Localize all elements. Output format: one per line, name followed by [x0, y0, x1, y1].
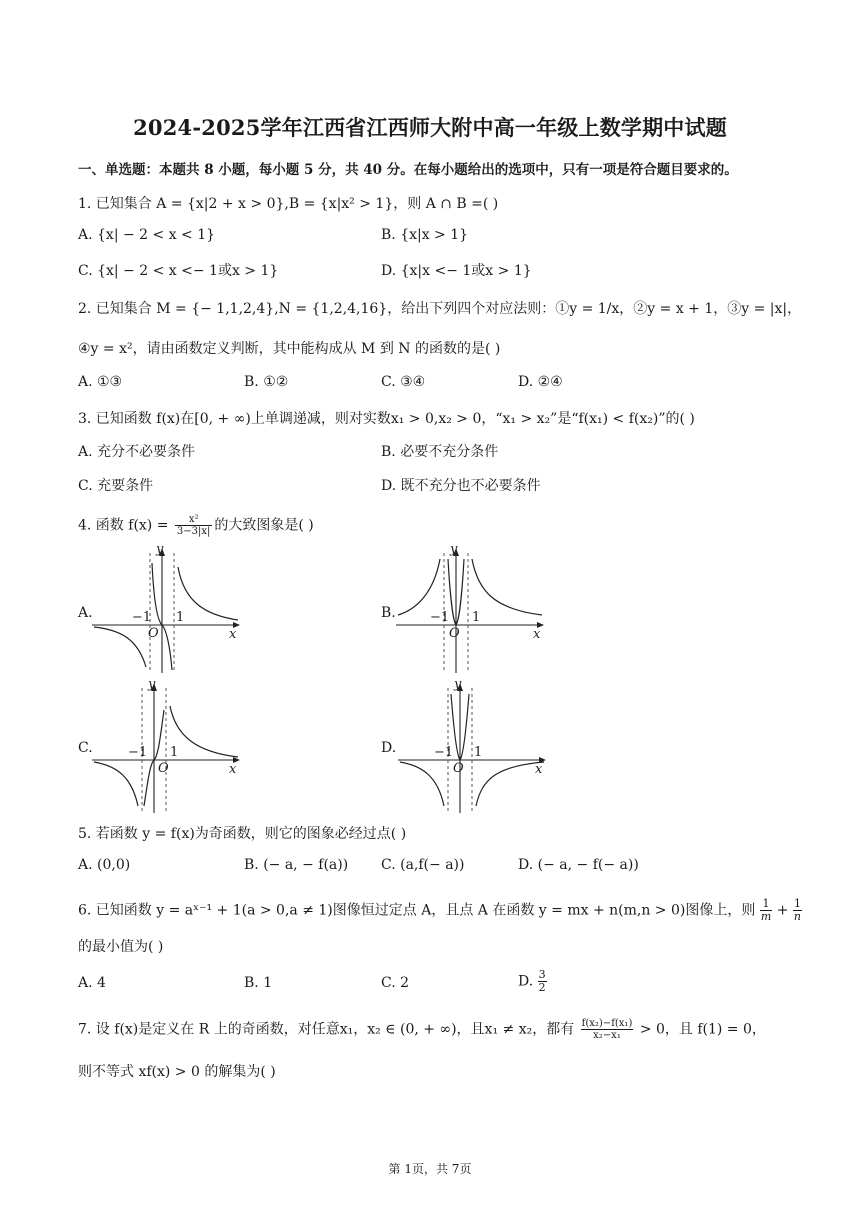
graph-b-x-label: x: [533, 627, 541, 642]
q7-line1-suffix: > 0，且 f(1) = 0，: [639, 1021, 766, 1038]
question-5-stem: 5. 若函数 y = f(x)为奇函数，则它的图象必经过点( ): [78, 826, 407, 842]
q4-frac-den: 3−3|x|: [176, 526, 211, 537]
q2-option-d: D. ②④: [518, 374, 563, 390]
q6-option-c: C. 2: [381, 975, 410, 991]
graph-b-neg-one: −1: [430, 610, 450, 625]
q5-option-d: D. (− a, − f(− a)): [518, 857, 639, 873]
q4-frac-num: x²: [175, 514, 212, 526]
q4-graph-a: [92, 545, 242, 675]
q6-frac-1n: [793, 898, 802, 923]
graph-d-neg-one: −1: [434, 745, 454, 760]
graph-d-one: 1: [474, 745, 483, 760]
graph-c-neg-one: −1: [128, 745, 148, 760]
graph-a-neg-one: −1: [132, 610, 152, 625]
q6-option-d: [518, 969, 547, 994]
question-3-stem: 3. 已知函数 f(x)在[0, + ∞)上单调递减，则对实数x₁ > 0,x₂ > 0，“x₁ > x₂”是“f(x₁) < f(x₂)”的( ): [78, 411, 695, 427]
q6-frac2-num: 1: [793, 897, 801, 910]
question-2-line2: ④y = x²，请由函数定义判断，其中能构成从 M 到 N 的函数的是( ): [78, 341, 501, 357]
q4-fraction: [175, 514, 212, 537]
graph-a-y-label: y: [156, 545, 164, 557]
question-7-line1: [78, 1018, 766, 1041]
graph-d-y-label: y: [454, 680, 462, 692]
q4-option-a-label: A.: [78, 605, 93, 621]
question-7-line2: 则不等式 xf(x) > 0 的解集为( ): [78, 1064, 276, 1080]
q2-option-b: B. ①②: [244, 374, 289, 390]
graph-a-x-label: x: [229, 627, 237, 642]
q2-option-c: C. ③④: [381, 374, 426, 390]
q7-frac-den: x₂−x₁: [593, 1030, 621, 1041]
q6-frac1-den: m: [760, 910, 772, 923]
q6-frac1-num: 1: [760, 898, 772, 911]
q3-option-c: C. 充要条件: [78, 478, 154, 494]
graph-b-origin: O: [449, 626, 460, 641]
q6-plus: +: [776, 902, 789, 919]
q3-option-b: B. 必要不充分条件: [381, 444, 499, 460]
section-heading: 一、单选题：本题共 8 小题，每小题 5 分，共 40 分。在每小题给出的选项中，只有一项是符合题目要求的。: [78, 162, 738, 178]
q5-option-a: A. (0,0): [78, 857, 131, 873]
graph-a-one: 1: [176, 610, 185, 625]
question-6-line1: [78, 898, 802, 923]
q2-option-a: A. ①③: [78, 374, 123, 390]
q4-stem-prefix: 4. 函数 f(x) =: [78, 517, 169, 534]
page-footer: 第 1页，共 7页: [388, 1162, 472, 1176]
graph-c-x-label: x: [229, 762, 237, 777]
graph-d-origin: O: [453, 761, 464, 776]
q6-line1-text: 6. 已知函数 y = aˣ⁻¹ + 1(a > 0,a ≠ 1)图像恒过定点 A，且点 A 在函数 y = mx + n(m,n > 0)图像上，则: [78, 902, 756, 919]
graph-a-origin: O: [148, 626, 159, 641]
q5-option-c: C. (a,f(− a)): [381, 857, 465, 873]
q6-option-d-fraction: [538, 969, 547, 994]
q4-graph-b: [396, 545, 546, 675]
question-4-stem: [78, 514, 314, 537]
q6-d-den: 2: [538, 981, 546, 994]
q7-fraction: [581, 1018, 634, 1041]
q3-option-d: D. 既不充分也不必要条件: [381, 478, 541, 494]
page-title: 2024-2025学年江西省江西师大附中高一年级上数学期中试题: [133, 115, 727, 140]
q1-option-b: B. {x|x > 1}: [381, 227, 469, 243]
graph-c-origin: O: [158, 761, 169, 776]
graph-b-one: 1: [472, 610, 481, 625]
q1-option-a: A. {x| − 2 < x < 1}: [78, 227, 216, 243]
question-2-line1: 2. 已知集合 M = {− 1,1,2,4},N = {1,2,4,16}，给出下列四个对应法则：①y = 1/x，②y = x + 1，③y = |x|，: [78, 301, 802, 317]
graph-c-one: 1: [170, 745, 179, 760]
q4-option-d-label: D.: [381, 740, 397, 756]
q4-graph-d: [398, 680, 548, 815]
q4-option-b-label: B.: [381, 605, 396, 621]
graph-c-y-label: y: [148, 680, 156, 692]
q6-option-a: A. 4: [78, 975, 106, 991]
q7-frac-num: f(x₂)−f(x₁): [581, 1018, 633, 1029]
q4-graph-c: [92, 680, 242, 815]
q6-d-num: 3: [538, 968, 546, 981]
question-6-line2: 的最小值为( ): [78, 939, 164, 955]
q7-line1-prefix: 7. 设 f(x)是定义在 R 上的奇函数，对任意x₁，x₂ ∈ (0, + ∞)，且x₁ ≠ x₂，都有: [78, 1021, 575, 1038]
q6-option-b: B. 1: [244, 975, 273, 991]
graph-d-x-label: x: [535, 762, 543, 777]
q6-frac2-den: n: [793, 910, 801, 923]
q5-option-b: B. (− a, − f(a)): [244, 857, 349, 873]
q1-option-c: C. {x| − 2 < x <− 1或x > 1}: [78, 263, 279, 279]
graph-b-y-label: y: [450, 545, 458, 557]
q4-stem-suffix: 的大致图象是( ): [214, 517, 314, 534]
q3-option-a: A. 充分不必要条件: [78, 444, 196, 460]
question-1-stem: 1. 已知集合 A = {x|2 + x > 0},B = {x|x² > 1}，则 A ∩ B =( ): [78, 196, 499, 212]
q1-option-d: D. {x|x <− 1或x > 1}: [381, 263, 532, 279]
q4-option-c-label: C.: [78, 740, 93, 756]
q6-frac-1m: [760, 898, 772, 923]
q6-option-d-prefix: D.: [518, 973, 534, 990]
